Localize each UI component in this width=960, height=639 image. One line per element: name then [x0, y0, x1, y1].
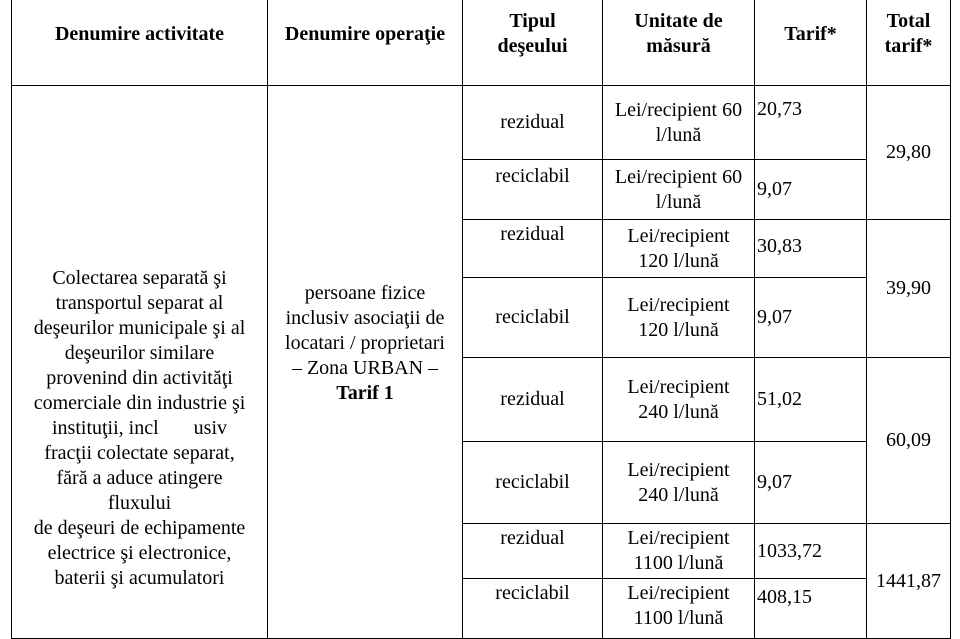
operatie-line: inclusiv asociaţii de: [285, 307, 445, 329]
operatie-line: locatari / proprietari: [285, 332, 445, 354]
activitate-line: deşeurilor municipale şi al: [33, 317, 246, 339]
tarif-cell: 51,02: [755, 358, 867, 442]
activitate-cell: [12, 86, 268, 639]
activitate-line: fără a aduce atingere: [56, 467, 223, 489]
tip-deseu-cell: reciclabil: [463, 579, 603, 639]
activitate-line: instituţii, incl usiv: [51, 417, 227, 439]
activitate-line: electrice şi electronice,: [47, 542, 232, 564]
activitate-line: de deşeuri de echipamente: [33, 517, 246, 539]
unitate-cell: Lei/recipient 120 l/lună: [603, 220, 755, 278]
unitate-cell: Lei/recipient 1100 l/lună: [603, 579, 755, 639]
operatie-cell: [268, 86, 463, 639]
activitate-line: provenind din activităţi: [46, 367, 233, 389]
activitate-line: fluxului: [107, 492, 172, 514]
tip-deseu-cell: reciclabil: [463, 278, 603, 358]
operatie-tarif-label: Tarif 1: [336, 382, 394, 404]
total-tarif-cell: 29,80: [867, 86, 951, 220]
unitate-cell: Lei/recipient 60 l/lună: [603, 86, 755, 160]
unitate-cell: Lei/recipient 1100 l/lună: [603, 524, 755, 579]
activitate-line: baterii şi acumulatori: [54, 567, 225, 589]
header-unitate-de-masura: Unitate de măsură: [603, 0, 755, 86]
operatie-line: persoane fizice: [304, 282, 426, 304]
header-denumire-operatie: Denumire operaţie: [268, 0, 463, 86]
tarif-cell: 9,07: [755, 442, 867, 524]
header-tarif: Tarif*: [755, 0, 867, 86]
tarif-cell: 20,73: [755, 86, 867, 160]
unitate-cell: Lei/recipient 240 l/lună: [603, 442, 755, 524]
tip-deseu-cell: reciclabil: [463, 160, 603, 220]
tip-deseu-cell: reciclabil: [463, 442, 603, 524]
tarif-cell: 30,83: [755, 220, 867, 278]
tip-deseu-cell: rezidual: [463, 524, 603, 579]
tarif-cell: 9,07: [755, 160, 867, 220]
tariff-table: [11, 0, 951, 639]
operatie-line: – Zona URBAN –: [291, 357, 439, 379]
activitate-line: comerciale din industrie şi: [33, 392, 246, 414]
header-denumire-activitate: Denumire activitate: [12, 0, 268, 86]
unitate-cell: Lei/recipient 60 l/lună: [603, 160, 755, 220]
activitate-line: deşeurilor similare: [64, 342, 215, 364]
tip-deseu-cell: rezidual: [463, 86, 603, 160]
header-row: [12, 0, 951, 86]
unitate-cell: Lei/recipient 120 l/lună: [603, 278, 755, 358]
activitate-line: transportul separat al: [55, 292, 224, 314]
tip-deseu-cell: rezidual: [463, 220, 603, 278]
activitate-line: Colectarea separată şi: [52, 267, 227, 289]
tarif-cell: 408,15: [755, 579, 867, 639]
header-total-tarif: Total tarif*: [867, 0, 951, 86]
total-tarif-cell: 39,90: [867, 220, 951, 358]
activitate-line: fracţii colectate separat,: [44, 442, 235, 464]
unitate-cell: Lei/recipient 240 l/lună: [603, 358, 755, 442]
tarif-cell: 1033,72: [755, 524, 867, 579]
tip-deseu-cell: rezidual: [463, 358, 603, 442]
total-tarif-cell: 60,09: [867, 358, 951, 524]
total-tarif-cell: 1441,87: [867, 524, 951, 639]
header-tipul-deseului: Tipul deşeului: [463, 0, 603, 86]
tarif-cell: 9,07: [755, 278, 867, 358]
table-row: [12, 86, 951, 160]
